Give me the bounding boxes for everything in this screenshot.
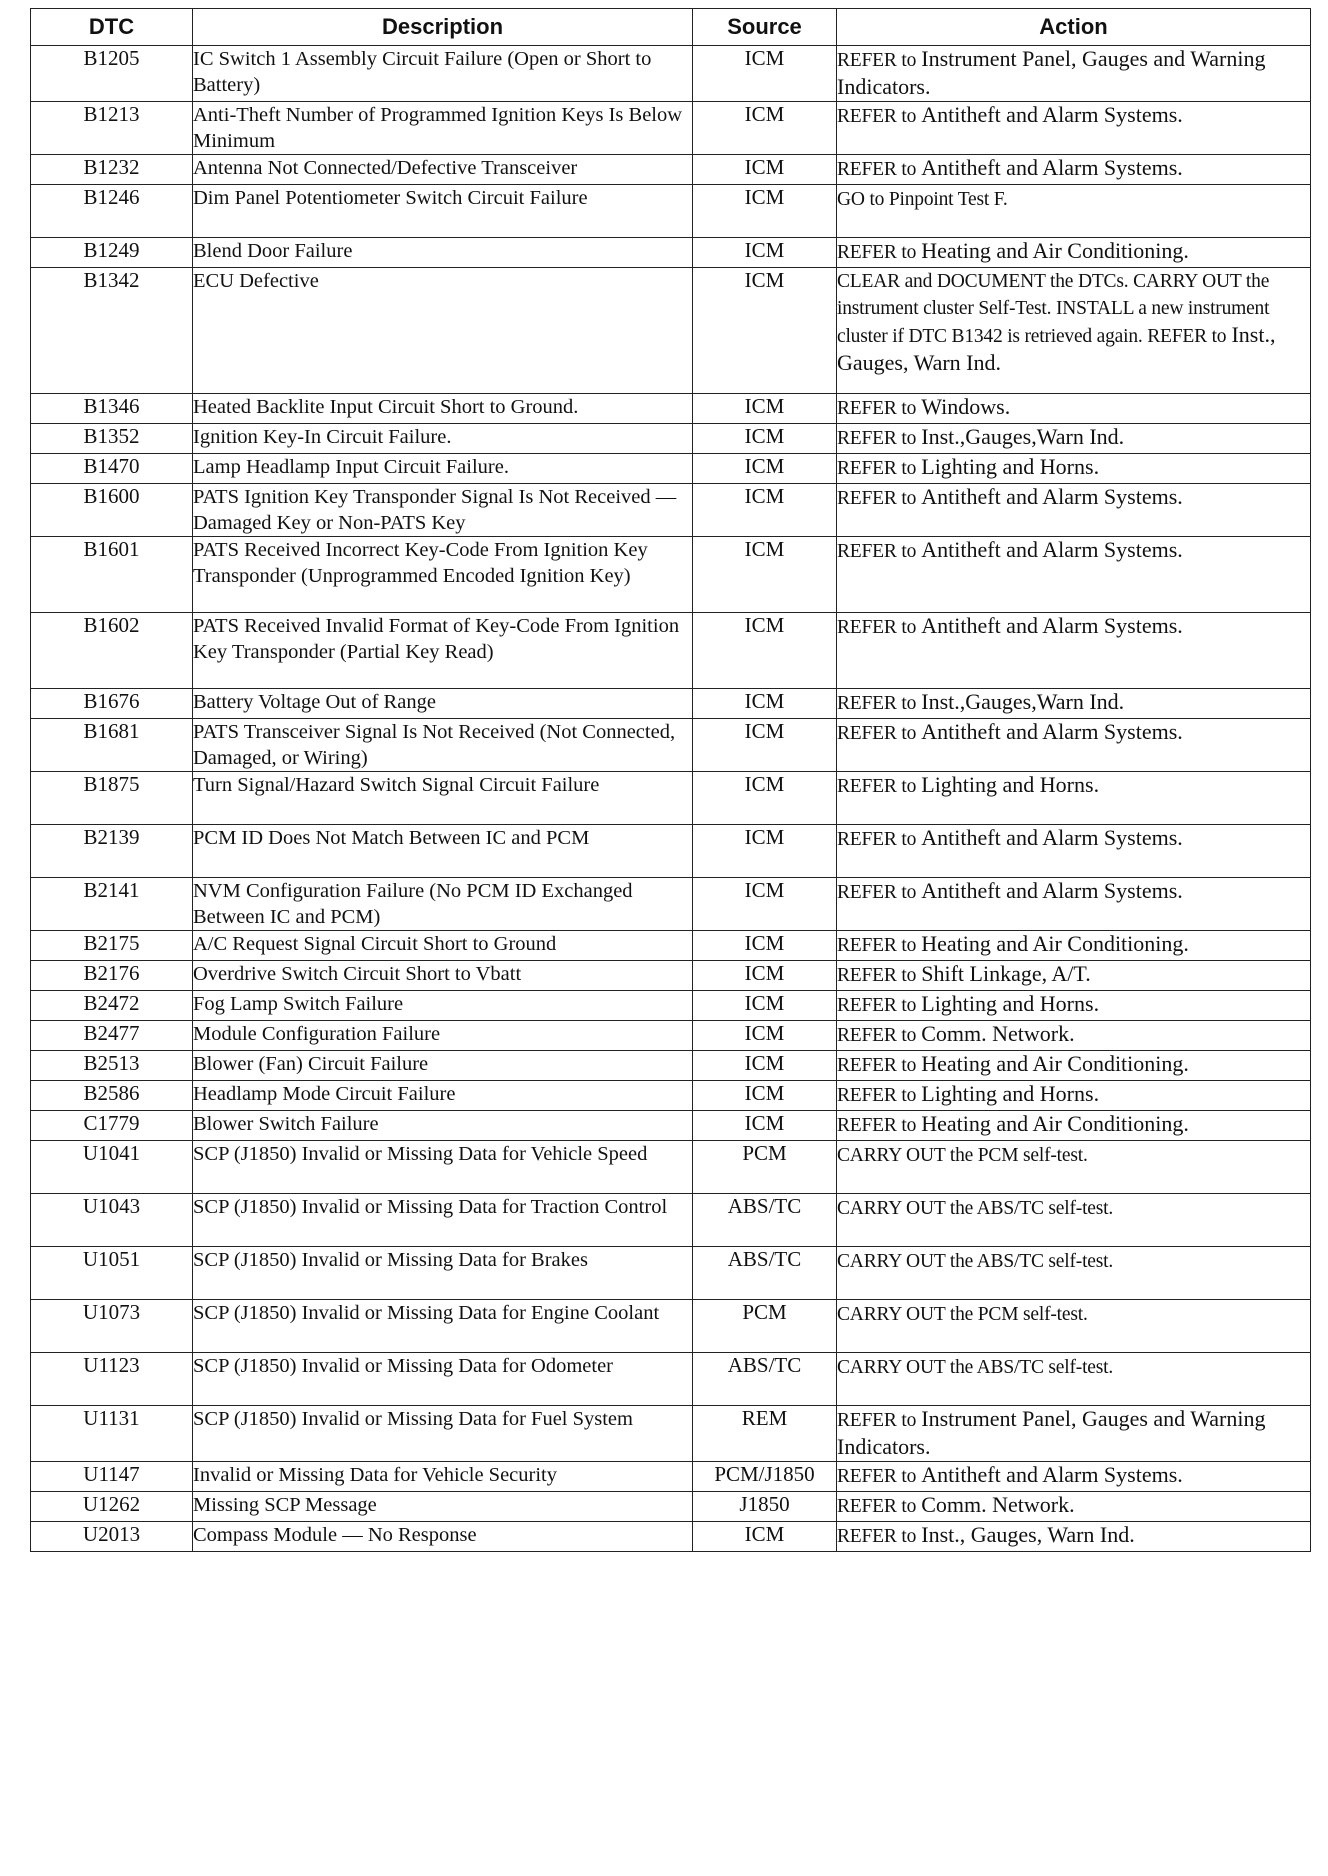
header-source: Source [693,9,837,46]
dtc-code: U1262 [31,1492,193,1522]
table-row [31,185,1311,238]
action-reference: Lighting and Horns. [921,772,1100,797]
dtc-code: B1352 [31,424,193,454]
dtc-action [837,1021,1311,1051]
dtc-description: A/C Request Signal Circuit Short to Ground [193,931,693,961]
dtc-action [837,931,1311,961]
dtc-action [837,613,1311,689]
dtc-code: B1600 [31,484,193,537]
action-reference: Windows. [921,394,1011,419]
dtc-code: U1147 [31,1462,193,1492]
action-instruction: REFER to [837,935,917,956]
dtc-code: B2139 [31,825,193,878]
dtc-code: B1346 [31,394,193,424]
table-row [31,1353,1311,1406]
action-reference: Inst.,Gauges,Warn Ind. [921,689,1125,714]
dtc-action [837,185,1311,238]
dtc-source: ICM [693,961,837,991]
dtc-table [30,8,1311,1552]
action-instruction: REFER to [837,965,917,986]
table-row [31,1462,1311,1492]
dtc-action [837,825,1311,878]
table-row [31,537,1311,613]
dtc-action [837,537,1311,613]
action-reference: Inst., Gauges, Warn Ind. [837,322,1276,375]
table-row [31,1081,1311,1111]
dtc-action [837,1492,1311,1522]
dtc-code: B2141 [31,878,193,931]
action-reference: Antitheft and Alarm Systems. [921,155,1183,180]
dtc-action [837,1194,1311,1247]
dtc-source: ICM [693,689,837,719]
dtc-action [837,1406,1311,1462]
dtc-code: B1205 [31,46,193,102]
header-row [31,9,1311,46]
dtc-code: B2586 [31,1081,193,1111]
dtc-code: B1601 [31,537,193,613]
dtc-source: ICM [693,268,837,394]
dtc-source: ICM [693,1111,837,1141]
action-instruction: REFER to [837,488,917,509]
dtc-code: B2477 [31,1021,193,1051]
dtc-action [837,772,1311,825]
action-instruction: REFER to [837,1410,917,1431]
dtc-description: Turn Signal/Hazard Switch Signal Circuit Failure [193,772,693,825]
dtc-action [837,1247,1311,1300]
action-instruction: CARRY OUT the ABS/TC self-test. [837,1198,1114,1219]
dtc-description: NVM Configuration Failure (No PCM ID Exchanged Between IC and PCM) [193,878,693,931]
table-row [31,1522,1311,1552]
dtc-source: PCM [693,1300,837,1353]
header-action: Action [837,9,1311,46]
dtc-description: Module Configuration Failure [193,1021,693,1051]
action-reference: Heating and Air Conditioning. [921,931,1189,956]
dtc-action [837,1081,1311,1111]
action-instruction: REFER to [837,882,917,903]
dtc-source: REM [693,1406,837,1462]
dtc-source: ICM [693,484,837,537]
action-instruction: REFER to [837,50,917,71]
table-row [31,931,1311,961]
table-row [31,1141,1311,1194]
action-instruction: GO to Pinpoint Test F. [837,189,1008,210]
dtc-description: Missing SCP Message [193,1492,693,1522]
action-instruction: CLEAR and DOCUMENT the DTCs. CARRY OUT the instrument cluster Self-Test. INSTALL a new instrument cluster if DTC B1342 is retrieved again. REFER to [837,271,1270,347]
action-instruction: REFER to [837,1025,917,1046]
action-reference: Heating and Air Conditioning. [921,1111,1189,1136]
dtc-code: B1213 [31,102,193,155]
dtc-source: ICM [693,719,837,772]
table-row [31,238,1311,268]
action-instruction: REFER to [837,693,917,714]
action-instruction: REFER to [837,242,917,263]
action-instruction: CARRY OUT the ABS/TC self-test. [837,1357,1114,1378]
dtc-code: C1779 [31,1111,193,1141]
dtc-source: ICM [693,1021,837,1051]
dtc-description: Invalid or Missing Data for Vehicle Security [193,1462,693,1492]
action-instruction: REFER to [837,106,917,127]
dtc-description: PCM ID Does Not Match Between IC and PCM [193,825,693,878]
dtc-source: ICM [693,1522,837,1552]
action-instruction: REFER to [837,428,917,449]
table-row [31,1111,1311,1141]
action-instruction: REFER to [837,1466,917,1487]
dtc-source: ICM [693,931,837,961]
table-row [31,394,1311,424]
dtc-action [837,1462,1311,1492]
dtc-source: ICM [693,825,837,878]
dtc-action [837,1300,1311,1353]
table-row [31,1194,1311,1247]
table-row [31,991,1311,1021]
action-instruction: CARRY OUT the PCM self-test. [837,1145,1088,1166]
table-row [31,719,1311,772]
table-row [31,825,1311,878]
dtc-code: B1681 [31,719,193,772]
dtc-description: Ignition Key-In Circuit Failure. [193,424,693,454]
table-row [31,1021,1311,1051]
dtc-code: B1676 [31,689,193,719]
dtc-description: Overdrive Switch Circuit Short to Vbatt [193,961,693,991]
action-instruction: REFER to [837,1055,917,1076]
dtc-source: ICM [693,394,837,424]
dtc-description: PATS Received Incorrect Key-Code From Ignition Key Transponder (Unprogrammed Encoded Ignition Key) [193,537,693,613]
dtc-code: B1342 [31,268,193,394]
dtc-code: U1041 [31,1141,193,1194]
dtc-code: B1470 [31,454,193,484]
dtc-description: Dim Panel Potentiometer Switch Circuit Failure [193,185,693,238]
table-row [31,1051,1311,1081]
table-row [31,424,1311,454]
table-body [31,46,1311,1552]
dtc-description: SCP (J1850) Invalid or Missing Data for Vehicle Speed [193,1141,693,1194]
dtc-action [837,484,1311,537]
dtc-description: Battery Voltage Out of Range [193,689,693,719]
table-row [31,772,1311,825]
dtc-action [837,1111,1311,1141]
dtc-source: ICM [693,1081,837,1111]
dtc-description: Compass Module — No Response [193,1522,693,1552]
dtc-action [837,1051,1311,1081]
dtc-action [837,46,1311,102]
action-reference: Instrument Panel, Gauges and Warning Indicators. [837,1406,1266,1459]
dtc-description: Lamp Headlamp Input Circuit Failure. [193,454,693,484]
header-dtc: DTC [31,9,193,46]
action-reference: Lighting and Horns. [921,991,1100,1016]
dtc-source: ICM [693,991,837,1021]
action-instruction: REFER to [837,1085,917,1106]
dtc-action [837,394,1311,424]
action-instruction: REFER to [837,617,917,638]
action-reference: Instrument Panel, Gauges and Warning Indicators. [837,46,1266,99]
dtc-code: B1249 [31,238,193,268]
action-reference: Heating and Air Conditioning. [921,1051,1189,1076]
action-reference: Antitheft and Alarm Systems. [921,613,1183,638]
action-reference: Antitheft and Alarm Systems. [921,825,1183,850]
dtc-action [837,689,1311,719]
action-reference: Antitheft and Alarm Systems. [921,102,1183,127]
dtc-source: ICM [693,613,837,689]
dtc-action [837,454,1311,484]
action-instruction: CARRY OUT the PCM self-test. [837,1304,1088,1325]
action-reference: Shift Linkage, A/T. [921,961,1091,986]
dtc-action [837,238,1311,268]
dtc-source: ICM [693,537,837,613]
dtc-description: ECU Defective [193,268,693,394]
dtc-action [837,1141,1311,1194]
dtc-description: PATS Received Invalid Format of Key-Code From Ignition Key Transponder (Partial Key Read) [193,613,693,689]
dtc-source: ICM [693,155,837,185]
dtc-description: SCP (J1850) Invalid or Missing Data for Traction Control [193,1194,693,1247]
action-reference: Comm. Network. [921,1021,1075,1046]
action-reference: Antitheft and Alarm Systems. [921,484,1183,509]
dtc-code: B1232 [31,155,193,185]
dtc-code: U1131 [31,1406,193,1462]
table-row [31,613,1311,689]
dtc-source: ICM [693,878,837,931]
dtc-action [837,268,1311,394]
dtc-action [837,961,1311,991]
dtc-code: U1073 [31,1300,193,1353]
dtc-code: U2013 [31,1522,193,1552]
dtc-description: Fog Lamp Switch Failure [193,991,693,1021]
dtc-source: ABS/TC [693,1353,837,1406]
dtc-action [837,1522,1311,1552]
dtc-code: B1246 [31,185,193,238]
action-instruction: REFER to [837,159,917,180]
dtc-action [837,878,1311,931]
action-reference: Antitheft and Alarm Systems. [921,1462,1183,1487]
action-instruction: REFER to [837,829,917,850]
dtc-action [837,155,1311,185]
action-instruction: REFER to [837,776,917,797]
action-instruction: REFER to [837,398,917,419]
table-row [31,484,1311,537]
dtc-source: ABS/TC [693,1247,837,1300]
action-reference: Antitheft and Alarm Systems. [921,719,1183,744]
table-row [31,268,1311,394]
action-instruction: REFER to [837,541,917,562]
action-instruction: REFER to [837,995,917,1016]
dtc-description: SCP (J1850) Invalid or Missing Data for Odometer [193,1353,693,1406]
table-row [31,454,1311,484]
table-row [31,961,1311,991]
dtc-description: Antenna Not Connected/Defective Transceiver [193,155,693,185]
action-instruction: REFER to [837,1115,917,1136]
dtc-source: PCM [693,1141,837,1194]
header-description: Description [193,9,693,46]
table-row [31,1406,1311,1462]
dtc-code: U1051 [31,1247,193,1300]
action-reference: Heating and Air Conditioning. [921,238,1189,263]
dtc-description: SCP (J1850) Invalid or Missing Data for Fuel System [193,1406,693,1462]
dtc-description: PATS Ignition Key Transponder Signal Is Not Received — Damaged Key or Non-PATS Key [193,484,693,537]
dtc-action [837,1353,1311,1406]
table-row [31,1247,1311,1300]
dtc-description: Blend Door Failure [193,238,693,268]
dtc-source: ICM [693,102,837,155]
dtc-code: B2176 [31,961,193,991]
dtc-description: Anti-Theft Number of Programmed Ignition Keys Is Below Minimum [193,102,693,155]
dtc-action [837,719,1311,772]
dtc-description: Heated Backlite Input Circuit Short to Ground. [193,394,693,424]
dtc-source: ICM [693,238,837,268]
dtc-action [837,424,1311,454]
table-row [31,102,1311,155]
dtc-source: ICM [693,185,837,238]
table-row [31,878,1311,931]
table-row [31,1300,1311,1353]
action-reference: Inst.,Gauges,Warn Ind. [921,424,1125,449]
dtc-source: ABS/TC [693,1194,837,1247]
table-row [31,689,1311,719]
dtc-code: B2472 [31,991,193,1021]
action-reference: Lighting and Horns. [921,454,1100,479]
action-reference: Comm. Network. [921,1492,1075,1517]
dtc-code: B1602 [31,613,193,689]
action-reference: Lighting and Horns. [921,1081,1100,1106]
dtc-action [837,991,1311,1021]
dtc-description: SCP (J1850) Invalid or Missing Data for Engine Coolant [193,1300,693,1353]
dtc-source: ICM [693,424,837,454]
dtc-source: ICM [693,772,837,825]
table-row [31,155,1311,185]
dtc-source: ICM [693,454,837,484]
dtc-source: ICM [693,1051,837,1081]
dtc-description: Headlamp Mode Circuit Failure [193,1081,693,1111]
action-instruction: REFER to [837,723,917,744]
action-reference: Antitheft and Alarm Systems. [921,537,1183,562]
action-instruction: CARRY OUT the ABS/TC self-test. [837,1251,1114,1272]
dtc-source: J1850 [693,1492,837,1522]
action-instruction: REFER to [837,1526,917,1547]
dtc-description: PATS Transceiver Signal Is Not Received (Not Connected, Damaged, or Wiring) [193,719,693,772]
dtc-source: ICM [693,46,837,102]
dtc-code: B1875 [31,772,193,825]
dtc-description: IC Switch 1 Assembly Circuit Failure (Open or Short to Battery) [193,46,693,102]
table-row [31,1492,1311,1522]
dtc-code: U1043 [31,1194,193,1247]
table-row [31,46,1311,102]
dtc-description: Blower Switch Failure [193,1111,693,1141]
dtc-description: Blower (Fan) Circuit Failure [193,1051,693,1081]
dtc-code: B2513 [31,1051,193,1081]
dtc-code: B2175 [31,931,193,961]
dtc-description: SCP (J1850) Invalid or Missing Data for Brakes [193,1247,693,1300]
dtc-code: U1123 [31,1353,193,1406]
dtc-action [837,102,1311,155]
action-reference: Antitheft and Alarm Systems. [921,878,1183,903]
dtc-source: PCM/J1850 [693,1462,837,1492]
action-instruction: REFER to [837,1496,917,1517]
action-reference: Inst., Gauges, Warn Ind. [921,1522,1135,1547]
action-instruction: REFER to [837,458,917,479]
